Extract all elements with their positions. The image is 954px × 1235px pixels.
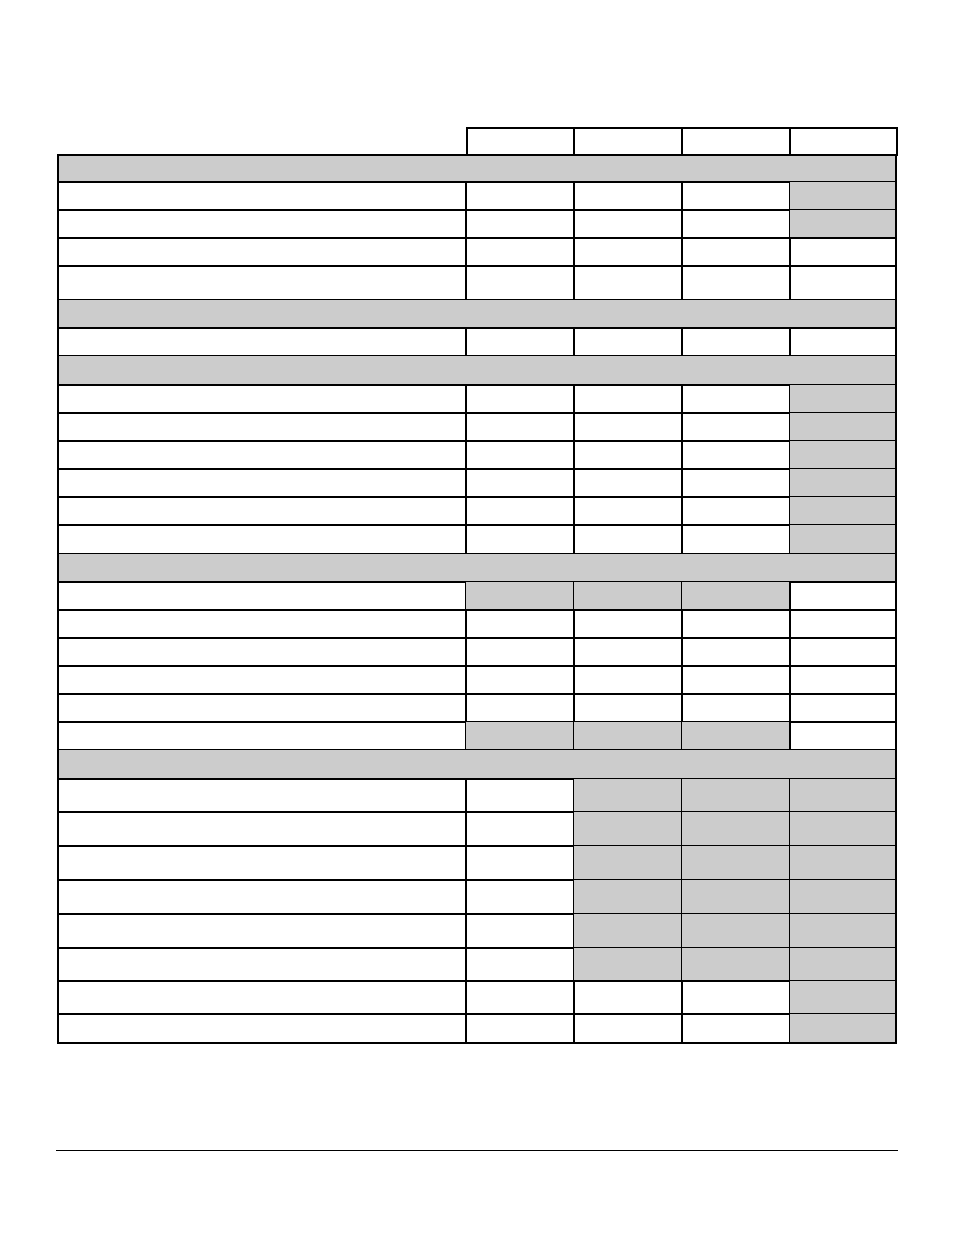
column-header-3 [682,127,791,156]
column-header-2 [574,127,683,156]
table-frame [57,154,897,1044]
column-header-1 [466,127,575,156]
footer-rule [56,1150,898,1151]
column-header-4 [790,127,898,156]
